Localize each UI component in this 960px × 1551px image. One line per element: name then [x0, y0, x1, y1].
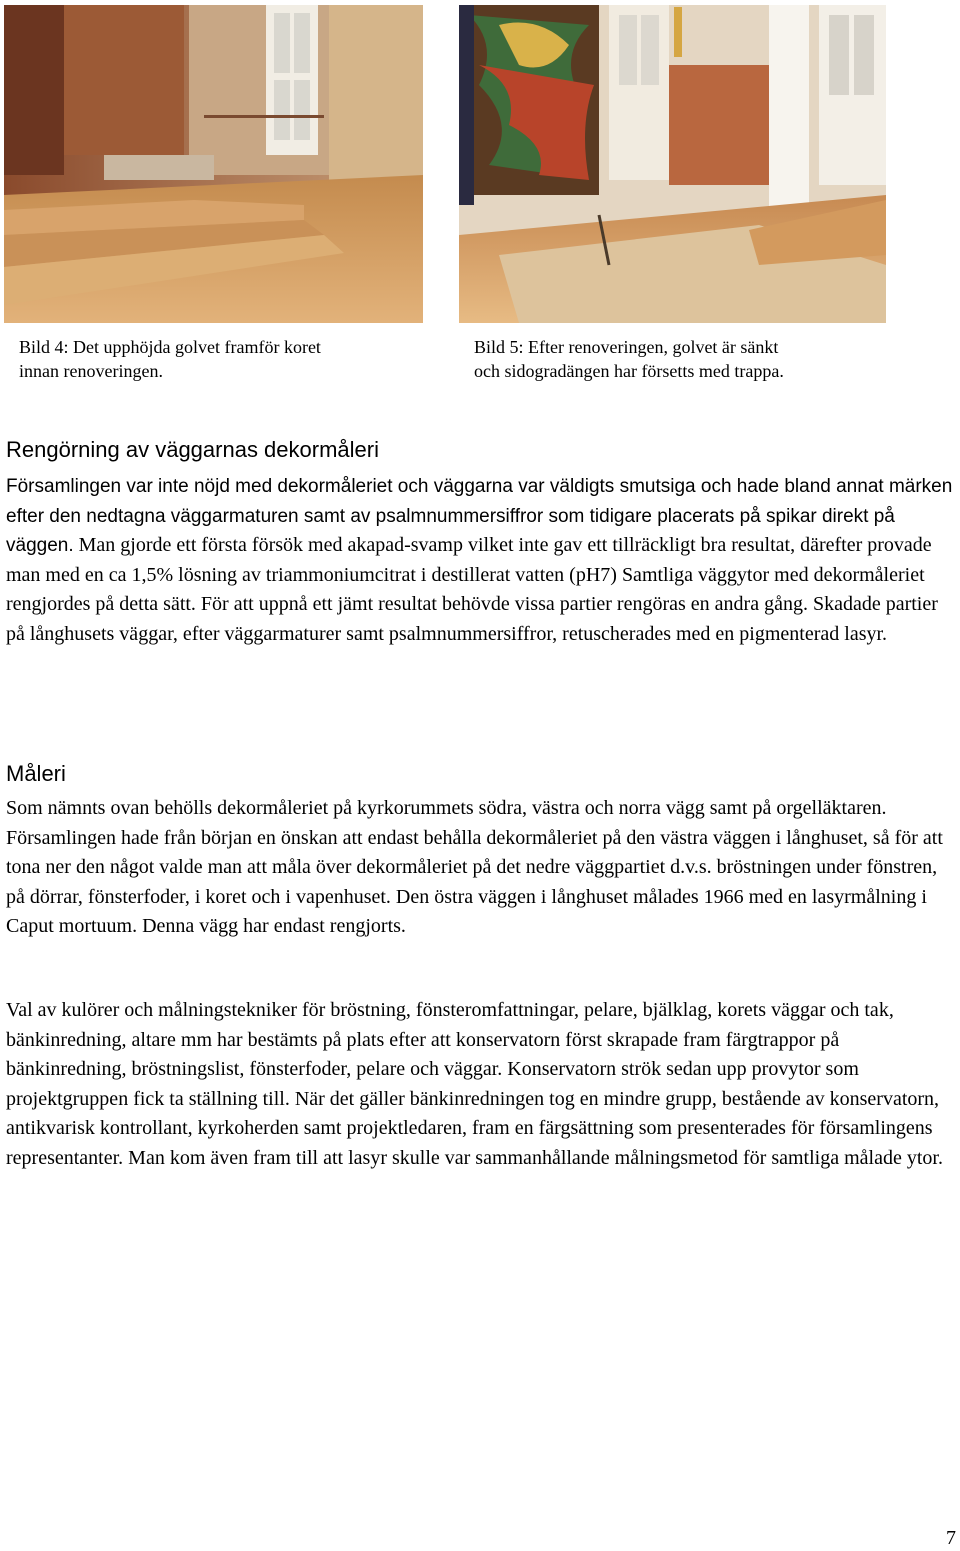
paragraph-cleaning	[6, 472, 956, 649]
caption-right-line2: och sidogradängen har försetts med trappa.	[474, 361, 784, 381]
paragraph-painting-2: Val av kulörer och målningstekniker för bröstning, fönsteromfattningar, pelare, bjälklag, korets väggar och tak, bänkinredning, altare mm har bestämts på plats efter att konservatorn först skrapade fram färgtrappor på bänkinredning, bröstningslist, fönsterfoder, pelare och väggar. Konservatorn strök sedan upp provytor som projektgruppen fick ta ställning till. När det gäller bänkinredningen tog en mindre grupp, bestående av konservatorn, antikvarisk kontrollant, kyrkoherden samt projektledaren, fram en färgsättning som presenterades för församlingens representanter. Man kom även fram till att lasyr skulle var sammanhållande målningsmetod för samtliga målade ytor.	[6, 999, 943, 1169]
paragraph-cleaning-part2: Man gjorde ett första försök med akapad-svamp vilket inte gav ett tillräckligt bra resultat, därefter provade man med en ca 1,5% lösning av triammoniumcitrat i destillerat vatten (pH7) Samtliga väggytor med dekormåleriet rengjordes på detta sätt. För att uppnå ett jämt resultat behövde vissa partier rengöras en andra gång. Skadade partier på långhusets väggar, efter väggarmaturer samt psalmnummersiffror, retuscherades med en pigmenterad lasyr.	[6, 534, 938, 645]
photo-church-before-image	[4, 5, 423, 323]
photo-church-after-image	[459, 5, 886, 323]
section-heading-painting: Måleri	[6, 761, 66, 786]
figure-caption-right	[474, 335, 854, 383]
caption-right-line1: Bild 5: Efter renoveringen, golvet är sänkt	[474, 337, 779, 357]
photo-church-after	[459, 5, 886, 323]
figure-caption-left	[19, 335, 399, 383]
caption-left-line1: Bild 4: Det upphöjda golvet framför koret	[19, 337, 321, 357]
page-number: 7	[946, 1527, 956, 1549]
caption-left-line2: innan renoveringen.	[19, 361, 163, 381]
photo-church-before	[4, 5, 423, 323]
section-heading-cleaning: Rengörning av väggarnas dekormåleri	[6, 437, 379, 462]
paragraph-cleaning-part1: Församlingen var inte nöjd med dekormåleriet och väggarna var väldigts smutsiga och hade bland annat märken efter den nedtagna väggarmaturen samt av psalmnummersiffror som tidigare placerats på spikar direkt på väggen.	[6, 476, 953, 556]
paragraph-painting-1: Som nämnts ovan behölls dekormåleriet på kyrkorummets södra, västra och norra vägg samt på orgelläktaren. Församlingen hade från början en önskan att endast behålla dekormåleriet på den västra väggen i långhuset, så för att tona ner den något valde man att måla över dekormåleriet på det nedre väggpartiet d.v.s. bröstningen under fönstren, på dörrar, fönsterfoder, i koret och i vapenhuset. Den östra väggen i långhuset målades 1966 med en lasyrmålning i Caput mortuum. Denna vägg har endast rengjorts.	[6, 797, 943, 937]
